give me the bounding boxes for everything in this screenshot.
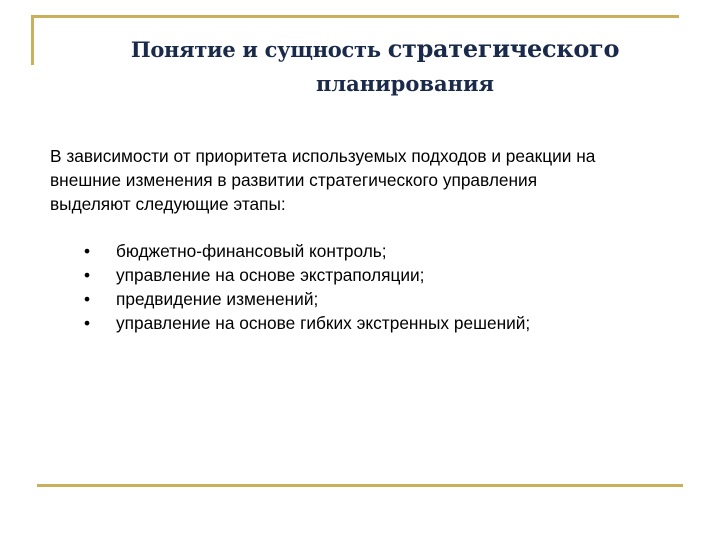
bullet-icon: • [84, 265, 91, 285]
list-item-text: предвидение изменений; [116, 289, 319, 309]
frame-top-rule [31, 15, 679, 18]
slide-title-part-b: стратегического [387, 34, 620, 63]
slide-title-line-2: планирования [315, 71, 495, 96]
slide-title-line-1 [90, 32, 660, 67]
intro-line: внешние изменения в развитии стратегического управления [50, 170, 538, 190]
list-item-text: бюджетно-финансовый контроль; [116, 241, 387, 261]
slide-title-part-a: Понятие и сущность [130, 37, 388, 62]
bullet-icon: • [84, 313, 91, 333]
bullet-icon: • [84, 241, 91, 261]
list-item [84, 263, 530, 287]
intro-line: выделяют следующие этапы: [50, 194, 286, 214]
slide-title [90, 32, 660, 101]
intro-paragraph [50, 144, 700, 216]
frame-bottom-rule [37, 484, 683, 487]
frame-left-rule [31, 15, 34, 65]
intro-line: В зависимости от приоритета используемых подходов и реакции на [50, 146, 596, 166]
list-item-text: управление на основе экстраполяции; [116, 265, 425, 285]
list-item [84, 287, 530, 311]
list-item [84, 239, 530, 263]
list-item [84, 311, 530, 335]
list-item-text: управление на основе гибких экстренных решений; [116, 313, 531, 333]
stages-list [84, 239, 530, 335]
bullet-icon: • [84, 289, 91, 309]
